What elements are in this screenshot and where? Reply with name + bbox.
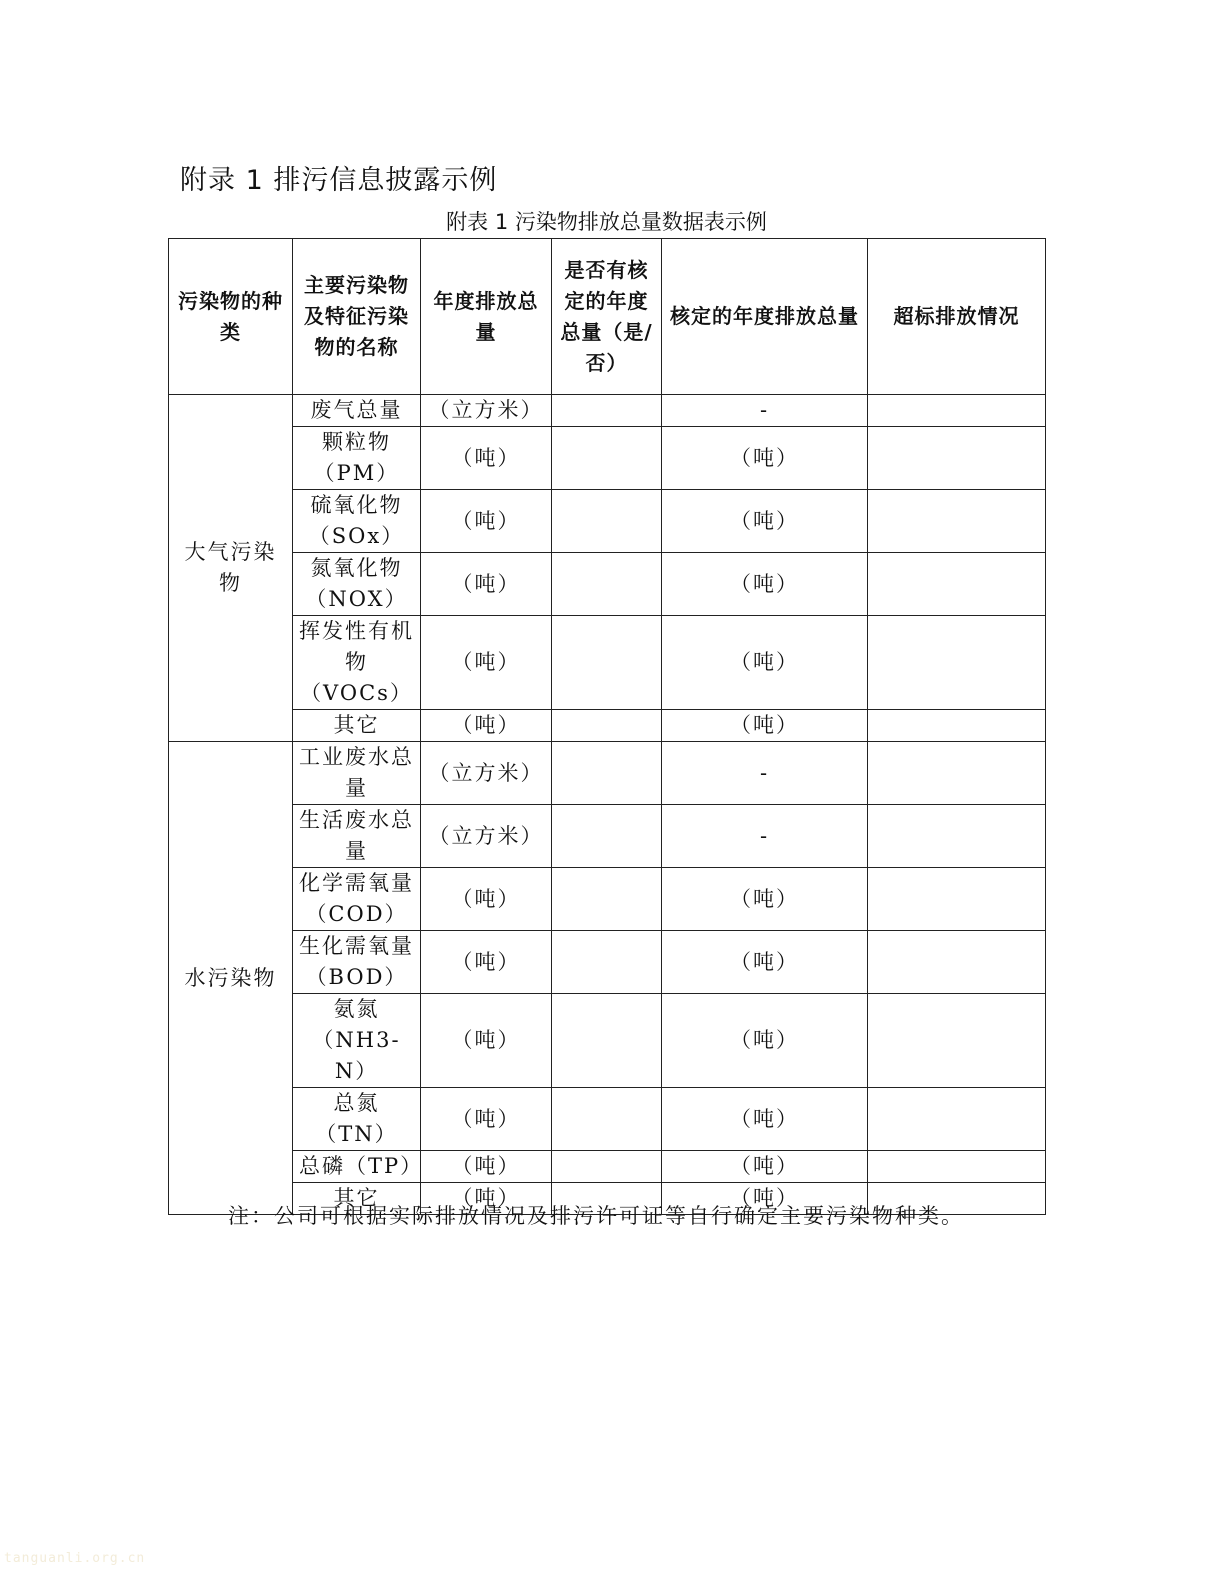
annual-total-cell: （吨） <box>421 994 552 1088</box>
approved-annual-total-cell: - <box>662 395 868 427</box>
approved-annual-total-cell: （吨） <box>662 553 868 616</box>
pollutant-category-cell: 水污染物 <box>169 742 293 1215</box>
annual-total-cell: （吨） <box>421 868 552 931</box>
approved-annual-total-cell: - <box>662 742 868 805</box>
header-pollutant-name: 主要污染物及特征污染物的名称 <box>293 239 421 395</box>
annual-total-cell: （立方米） <box>421 742 552 805</box>
table-row <box>169 1151 1046 1183</box>
has-approved-quota-cell <box>552 395 662 427</box>
pollutant-name-cell: 生化需氧量（BOD） <box>293 931 421 994</box>
appendix-heading: 附录 1 排污信息披露示例 <box>180 165 498 196</box>
pollutant-emission-table <box>168 238 1046 1215</box>
exceedance-cell <box>868 805 1046 868</box>
table-row <box>169 553 1046 616</box>
pollutant-name-cell: 氨氮（NH3-N） <box>293 994 421 1088</box>
pollutant-name-cell: 生活废水总量 <box>293 805 421 868</box>
approved-annual-total-cell: （吨） <box>662 427 868 490</box>
pollutant-name-cell: 其它 <box>293 710 421 742</box>
annual-total-cell: （吨） <box>421 616 552 710</box>
approved-annual-total-cell: （吨） <box>662 868 868 931</box>
exceedance-cell <box>868 868 1046 931</box>
annual-total-cell: （吨） <box>421 427 552 490</box>
has-approved-quota-cell <box>552 868 662 931</box>
exceedance-cell <box>868 742 1046 805</box>
has-approved-quota-cell <box>552 994 662 1088</box>
has-approved-quota-cell <box>552 931 662 994</box>
pollutant-name-cell: 其它 <box>293 1183 421 1215</box>
exceedance-cell <box>868 994 1046 1088</box>
exceedance-cell <box>868 710 1046 742</box>
exceedance-cell <box>868 427 1046 490</box>
has-approved-quota-cell <box>552 616 662 710</box>
table-body <box>169 395 1046 1215</box>
annual-total-cell: （吨） <box>421 931 552 994</box>
approved-annual-total-cell: （吨） <box>662 616 868 710</box>
table-row <box>169 395 1046 427</box>
annual-total-cell: （吨） <box>421 553 552 616</box>
table-caption: 附表 1 污染物排放总量数据表示例 <box>446 210 767 234</box>
exceedance-cell <box>868 616 1046 710</box>
approved-annual-total-cell: - <box>662 805 868 868</box>
annual-total-cell: （立方米） <box>421 805 552 868</box>
footnote: 注：公司可根据实际排放情况及排污许可证等自行确定主要污染物种类。 <box>228 1204 964 1228</box>
table-row <box>169 710 1046 742</box>
pollutant-name-cell: 硫氧化物（SOx） <box>293 490 421 553</box>
table-row <box>169 805 1046 868</box>
table-row <box>169 490 1046 553</box>
header-approved-annual-total: 核定的年度排放总量 <box>662 239 868 395</box>
pollutant-name-cell: 总氮（TN） <box>293 1088 421 1151</box>
has-approved-quota-cell <box>552 1151 662 1183</box>
exceedance-cell <box>868 395 1046 427</box>
header-has-approved-quota: 是否有核定的年度总量（是/否） <box>552 239 662 395</box>
has-approved-quota-cell <box>552 427 662 490</box>
annual-total-cell: （吨） <box>421 1183 552 1215</box>
table-row <box>169 931 1046 994</box>
exceedance-cell <box>868 1151 1046 1183</box>
table-row <box>169 742 1046 805</box>
annual-total-cell: （吨） <box>421 710 552 742</box>
has-approved-quota-cell <box>552 805 662 868</box>
has-approved-quota-cell <box>552 490 662 553</box>
approved-annual-total-cell: （吨） <box>662 1183 868 1215</box>
annual-total-cell: （立方米） <box>421 395 552 427</box>
header-annual-total: 年度排放总量 <box>421 239 552 395</box>
table-row <box>169 1088 1046 1151</box>
exceedance-cell <box>868 490 1046 553</box>
header-row <box>169 239 1046 395</box>
annual-total-cell: （吨） <box>421 1151 552 1183</box>
has-approved-quota-cell <box>552 1088 662 1151</box>
has-approved-quota-cell <box>552 710 662 742</box>
exceedance-cell <box>868 553 1046 616</box>
pollutant-name-cell: 挥发性有机物（VOCs） <box>293 616 421 710</box>
annual-total-cell: （吨） <box>421 490 552 553</box>
table-row <box>169 427 1046 490</box>
exceedance-cell <box>868 1088 1046 1151</box>
approved-annual-total-cell: （吨） <box>662 710 868 742</box>
approved-annual-total-cell: （吨） <box>662 931 868 994</box>
table-row <box>169 616 1046 710</box>
approved-annual-total-cell: （吨） <box>662 1151 868 1183</box>
approved-annual-total-cell: （吨） <box>662 1088 868 1151</box>
pollutant-name-cell: 废气总量 <box>293 395 421 427</box>
has-approved-quota-cell <box>552 553 662 616</box>
pollutant-category-cell: 大气污染物 <box>169 395 293 742</box>
pollutant-name-cell: 颗粒物（PM） <box>293 427 421 490</box>
header-pollutant-type: 污染物的种类 <box>169 239 293 395</box>
annual-total-cell: （吨） <box>421 1088 552 1151</box>
table-row <box>169 994 1046 1088</box>
approved-annual-total-cell: （吨） <box>662 994 868 1088</box>
table-row <box>169 868 1046 931</box>
pollutant-name-cell: 总磷（TP） <box>293 1151 421 1183</box>
exceedance-cell <box>868 931 1046 994</box>
site-watermark: tanguanli.org.cn <box>4 1551 146 1566</box>
approved-annual-total-cell: （吨） <box>662 490 868 553</box>
header-exceedance: 超标排放情况 <box>868 239 1046 395</box>
pollutant-name-cell: 氮氧化物（NOX） <box>293 553 421 616</box>
has-approved-quota-cell <box>552 742 662 805</box>
pollutant-name-cell: 化学需氧量（COD） <box>293 868 421 931</box>
pollutant-name-cell: 工业废水总量 <box>293 742 421 805</box>
